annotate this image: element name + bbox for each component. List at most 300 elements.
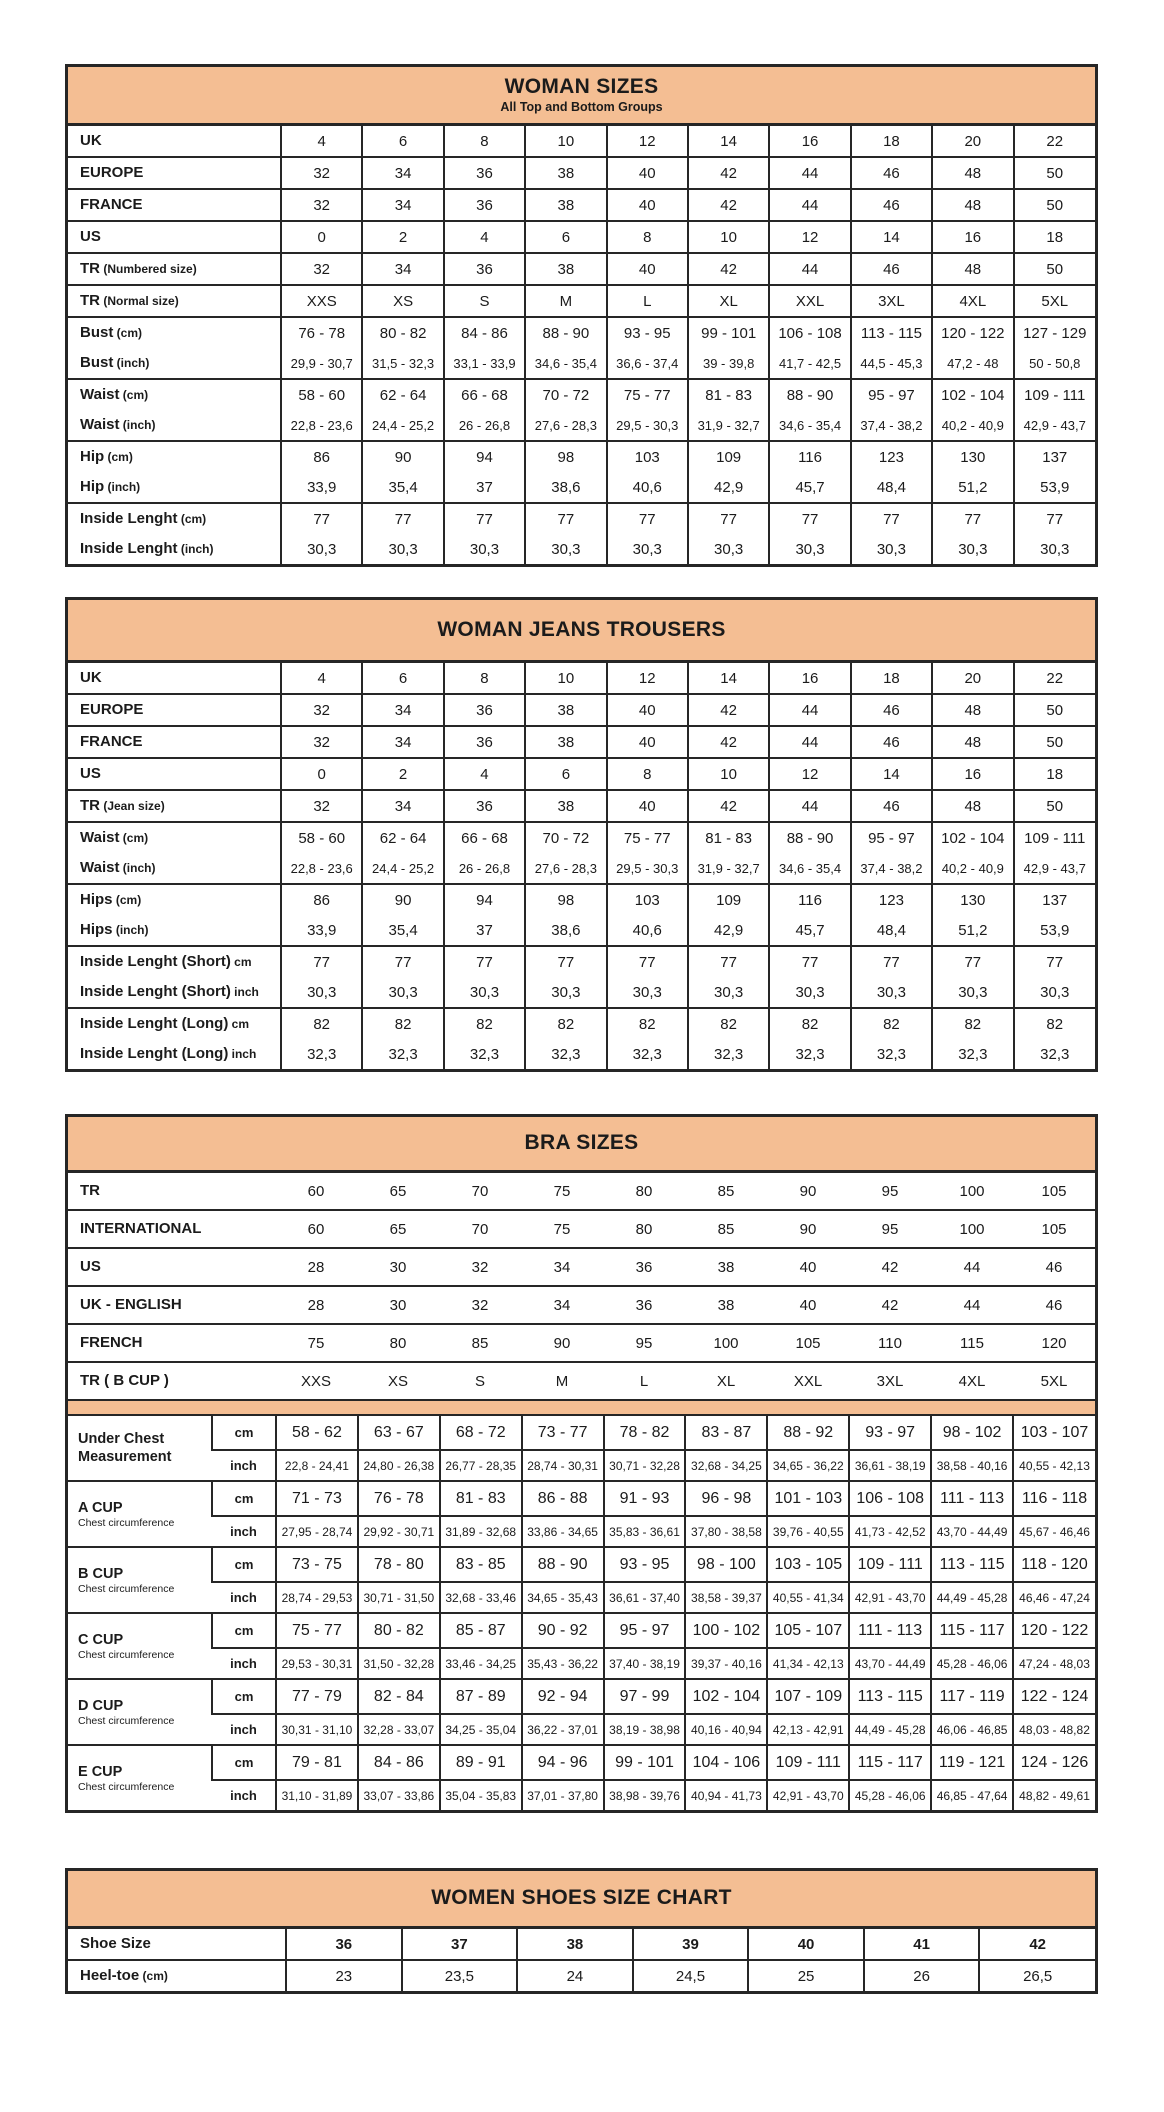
value-cell: 14 <box>851 221 932 253</box>
value-cell: 48 <box>932 694 1013 726</box>
value-cell: 47,24 - 48,03 <box>1013 1648 1095 1679</box>
value-cell: 40,94 - 41,73 <box>685 1780 767 1810</box>
row-label: UK <box>80 669 102 686</box>
value-cell: 38,6 <box>525 472 606 503</box>
value-cell: 45,7 <box>769 915 850 946</box>
value-cell: 6 <box>525 758 606 790</box>
value-cell: 42,91 - 43,70 <box>849 1582 931 1613</box>
value-cell: 62 - 64 <box>362 822 443 853</box>
value-cell: 84 - 86 <box>444 317 525 348</box>
table-row <box>68 410 1095 441</box>
value-cell: 115 - 117 <box>849 1745 931 1780</box>
value-cell: 34 <box>362 157 443 189</box>
value-cell: 77 <box>444 503 525 534</box>
value-cell: 12 <box>769 758 850 790</box>
table-row <box>68 1929 1095 1960</box>
table-row <box>68 1613 1095 1648</box>
value-cell: 36,22 - 37,01 <box>522 1714 604 1745</box>
value-cell: 50 <box>1014 726 1095 758</box>
value-cell: 77 <box>525 503 606 534</box>
value-cell: 77 <box>525 946 606 977</box>
value-cell: 82 <box>362 1008 443 1039</box>
value-cell: 88 - 92 <box>767 1416 849 1450</box>
value-cell: 5XL <box>1013 1362 1095 1399</box>
value-cell: 66 - 68 <box>444 822 525 853</box>
value-cell: 97 - 99 <box>604 1679 686 1714</box>
value-cell: 37 <box>402 1929 518 1960</box>
row-label: TR <box>80 1182 100 1199</box>
value-cell: 77 <box>932 946 1013 977</box>
value-cell: 32,3 <box>444 1039 525 1069</box>
value-cell: 110 <box>849 1324 931 1362</box>
value-cell: 103 <box>607 441 688 472</box>
table-row <box>68 1780 1095 1810</box>
value-cell: 35,4 <box>362 915 443 946</box>
value-cell: 28,74 - 29,53 <box>276 1582 358 1613</box>
value-cell: 42,13 - 42,91 <box>767 1714 849 1745</box>
value-cell: 93 - 95 <box>604 1547 686 1582</box>
value-cell: 10 <box>688 758 769 790</box>
value-cell: 8 <box>444 126 525 157</box>
value-cell: 22,8 - 23,6 <box>281 410 362 441</box>
table-row <box>68 663 1095 694</box>
value-cell: 77 <box>362 503 443 534</box>
value-cell: 53,9 <box>1014 915 1095 946</box>
value-cell: 46 <box>851 726 932 758</box>
value-cell: 20 <box>932 126 1013 157</box>
value-cell: 77 <box>281 946 362 977</box>
value-cell: 34 <box>521 1248 603 1286</box>
value-cell: 82 <box>851 1008 932 1039</box>
value-cell: 50 <box>1014 157 1095 189</box>
value-cell: 68 - 72 <box>440 1416 522 1450</box>
value-cell: 75 - 77 <box>276 1613 358 1648</box>
table-row <box>68 1173 1095 1210</box>
value-cell: 30,3 <box>525 977 606 1008</box>
value-cell: 83 - 87 <box>685 1416 767 1450</box>
table-row <box>68 1248 1095 1286</box>
value-cell: 34 <box>521 1286 603 1324</box>
value-cell: 113 - 115 <box>851 317 932 348</box>
value-cell: 90 <box>799 1182 817 1200</box>
value-cell: 41 <box>864 1929 980 1960</box>
value-cell: 32,3 <box>362 1039 443 1069</box>
value-cell: 44 <box>931 1248 1013 1286</box>
table-row <box>68 1745 1095 1780</box>
value-cell: 36,61 - 37,40 <box>604 1582 686 1613</box>
value-cell: 42,9 <box>688 915 769 946</box>
value-cell: 22 <box>1014 663 1095 694</box>
value-cell: 36 <box>603 1286 685 1324</box>
row-label: Inside Lenght (Short) cm <box>68 946 281 977</box>
value-cell: 73 - 75 <box>276 1547 358 1582</box>
value-cell: 33,9 <box>281 915 362 946</box>
value-cell: 34 <box>362 726 443 758</box>
unit-label: inch <box>212 1450 276 1481</box>
value-cell: 32,3 <box>851 1039 932 1069</box>
table-row <box>68 157 1095 189</box>
unit-label: cm <box>212 1679 276 1714</box>
value-cell: 113 - 115 <box>849 1679 931 1714</box>
value-cell: 30,3 <box>607 977 688 1008</box>
value-cell: 85 - 87 <box>440 1613 522 1648</box>
value-cell: 70 - 72 <box>525 822 606 853</box>
table-row <box>68 1362 1095 1399</box>
value-cell: 77 <box>769 503 850 534</box>
value-cell: 34 <box>362 253 443 285</box>
value-cell: 90 <box>767 1210 849 1248</box>
unit-label: cm <box>212 1481 276 1516</box>
value-cell: 50 <box>1014 253 1095 285</box>
value-cell: 38,6 <box>525 915 606 946</box>
table-row <box>68 1416 1095 1450</box>
value-cell: 48,82 - 49,61 <box>1013 1780 1095 1810</box>
value-cell: 95 - 97 <box>604 1613 686 1648</box>
value-cell: 26,77 - 28,35 <box>440 1450 522 1481</box>
value-cell: 31,9 - 32,7 <box>688 410 769 441</box>
value-cell: 127 - 129 <box>1014 317 1095 348</box>
value-cell: 39 - 39,8 <box>688 348 769 379</box>
value-cell: 34 <box>362 790 443 822</box>
value-cell: 70 <box>439 1210 521 1248</box>
value-cell: 82 <box>281 1008 362 1039</box>
table-row <box>68 189 1095 221</box>
value-cell: 82 - 84 <box>358 1679 440 1714</box>
value-cell: 77 <box>769 946 850 977</box>
value-cell: 116 <box>769 441 850 472</box>
table-row <box>68 1210 1095 1248</box>
value-cell: 102 - 104 <box>932 822 1013 853</box>
value-cell: 10 <box>688 221 769 253</box>
value-cell: 37,01 - 37,80 <box>522 1780 604 1810</box>
value-cell: 80 - 82 <box>358 1613 440 1648</box>
table-row <box>68 348 1095 379</box>
value-cell: S <box>439 1362 521 1399</box>
value-cell: 117 - 119 <box>931 1679 1013 1714</box>
value-cell: 82 <box>607 1008 688 1039</box>
value-cell: 38 <box>525 189 606 221</box>
value-cell: 105 - 107 <box>767 1613 849 1648</box>
value-cell: 31,89 - 32,68 <box>440 1516 522 1547</box>
value-cell: 80 <box>603 1210 685 1248</box>
value-cell: 89 - 91 <box>440 1745 522 1780</box>
value-cell: 30,3 <box>851 977 932 1008</box>
value-cell: 34,25 - 35,04 <box>440 1714 522 1745</box>
value-cell: 22 <box>1014 126 1095 157</box>
row-label: Waist (inch) <box>80 416 156 433</box>
value-cell: 78 - 82 <box>604 1416 686 1450</box>
value-cell: 20 <box>932 663 1013 694</box>
value-cell: 46,06 - 46,85 <box>931 1714 1013 1745</box>
value-cell: 32 <box>281 157 362 189</box>
value-cell: 60 <box>275 1210 357 1248</box>
value-cell: 31,10 - 31,89 <box>276 1780 358 1810</box>
value-cell: 29,5 - 30,3 <box>607 410 688 441</box>
value-cell: 77 <box>851 946 932 977</box>
value-cell: 34 <box>362 189 443 221</box>
value-cell: 76 - 78 <box>281 317 362 348</box>
bra-sizes-table <box>65 1114 1098 1813</box>
value-cell: 6 <box>362 126 443 157</box>
value-cell: 80 <box>357 1324 439 1362</box>
value-cell: 70 <box>471 1182 489 1200</box>
value-cell: 85 <box>685 1210 767 1248</box>
table-row <box>68 1481 1095 1516</box>
value-cell: 12 <box>607 663 688 694</box>
value-cell: 46,85 - 47,64 <box>931 1780 1013 1810</box>
value-cell: 46 <box>851 189 932 221</box>
value-cell: 32,3 <box>1014 1039 1095 1069</box>
value-cell: 77 <box>362 946 443 977</box>
value-cell: 83 - 85 <box>440 1547 522 1582</box>
value-cell: 34 <box>362 694 443 726</box>
table-row <box>68 822 1095 853</box>
value-cell: 111 - 113 <box>931 1481 1013 1516</box>
jeans-trousers-table <box>65 597 1098 1072</box>
value-cell: 40,6 <box>607 472 688 503</box>
value-cell: 109 - 111 <box>767 1745 849 1780</box>
value-cell: 48,03 - 48,82 <box>1013 1714 1095 1745</box>
woman-sizes-title: WOMAN SIZES <box>504 75 659 99</box>
value-cell: 29,92 - 30,71 <box>358 1516 440 1547</box>
value-cell: 48 <box>932 726 1013 758</box>
row-label: Waist (cm) <box>68 379 281 410</box>
value-cell: 37,80 - 38,58 <box>685 1516 767 1547</box>
value-cell: 100 <box>959 1182 985 1200</box>
value-cell: 44 <box>769 790 850 822</box>
value-cell: 32,3 <box>281 1039 362 1069</box>
value-cell: 4 <box>281 663 362 694</box>
value-cell: 2 <box>362 221 443 253</box>
value-cell: 41,7 - 42,5 <box>769 348 850 379</box>
value-cell: 14 <box>688 663 769 694</box>
table-row <box>68 694 1095 726</box>
value-cell: 32,3 <box>525 1039 606 1069</box>
value-cell: 36 <box>444 157 525 189</box>
table-row <box>68 853 1095 884</box>
row-label: Inside Lenght (cm) <box>68 503 281 534</box>
value-cell: 41,34 - 42,13 <box>767 1648 849 1679</box>
value-cell: 18 <box>851 126 932 157</box>
value-cell: 35,43 - 36,22 <box>522 1648 604 1679</box>
value-cell: 137 <box>1014 441 1095 472</box>
value-cell: 30,3 <box>607 534 688 564</box>
value-cell: 23,5 <box>402 1960 518 1991</box>
value-cell: 39 <box>633 1929 749 1960</box>
value-cell: 36,6 - 37,4 <box>607 348 688 379</box>
value-cell: 95 <box>603 1324 685 1362</box>
value-cell: 34,6 - 35,4 <box>525 348 606 379</box>
value-cell: 37,4 - 38,2 <box>851 410 932 441</box>
row-label: Waist (inch) <box>80 859 156 876</box>
table-row <box>68 1450 1095 1481</box>
value-cell: 3XL <box>851 285 932 317</box>
unit-label: cm <box>212 1547 276 1582</box>
value-cell: 98 <box>525 884 606 915</box>
value-cell: 32 <box>281 253 362 285</box>
value-cell: 86 <box>281 441 362 472</box>
value-cell: 37,4 - 38,2 <box>851 853 932 884</box>
value-cell: 34,65 - 35,43 <box>522 1582 604 1613</box>
value-cell: 42 <box>849 1286 931 1324</box>
value-cell: 30,71 - 32,28 <box>604 1450 686 1481</box>
value-cell: 105 <box>767 1324 849 1362</box>
value-cell: 35,4 <box>362 472 443 503</box>
value-cell: 30,3 <box>362 977 443 1008</box>
value-cell: 32 <box>281 189 362 221</box>
value-cell: 44 <box>769 253 850 285</box>
value-cell: 30,3 <box>688 534 769 564</box>
woman-sizes-subtitle: All Top and Bottom Groups <box>500 99 663 114</box>
value-cell: 34,6 - 35,4 <box>769 853 850 884</box>
value-cell: 30,3 <box>769 534 850 564</box>
value-cell: 94 <box>444 441 525 472</box>
size-chart-page <box>65 64 1098 1994</box>
value-cell: 45,28 - 46,06 <box>931 1648 1013 1679</box>
value-cell: 88 - 90 <box>522 1547 604 1582</box>
value-cell: 46 <box>851 157 932 189</box>
value-cell: 65 <box>357 1210 439 1248</box>
value-cell: 40 <box>607 726 688 758</box>
value-cell: 88 - 90 <box>769 822 850 853</box>
value-cell: 31,50 - 32,28 <box>358 1648 440 1679</box>
value-cell: 118 - 120 <box>1013 1547 1095 1582</box>
row-label: Inside Lenght (inch) <box>80 540 214 557</box>
value-cell: 30 <box>357 1286 439 1324</box>
value-cell: 36 <box>444 189 525 221</box>
row-label: TR (Numbered size) <box>68 253 281 285</box>
value-cell: 77 <box>281 503 362 534</box>
unit-label: inch <box>212 1714 276 1745</box>
value-cell: M <box>525 285 606 317</box>
value-cell: XXS <box>275 1362 357 1399</box>
value-cell: 111 - 113 <box>849 1613 931 1648</box>
value-cell: 100 <box>931 1210 1013 1248</box>
value-cell: 44,49 - 45,28 <box>849 1714 931 1745</box>
value-cell: 88 - 90 <box>769 379 850 410</box>
value-cell: 32 <box>281 726 362 758</box>
value-cell: XXL <box>767 1362 849 1399</box>
table-row <box>68 1286 1095 1324</box>
value-cell: 98 - 100 <box>685 1547 767 1582</box>
woman-sizes-grid <box>68 126 1095 564</box>
jeans-trousers-header <box>68 600 1095 663</box>
table-row <box>68 221 1095 253</box>
value-cell: 22,8 - 24,41 <box>276 1450 358 1481</box>
value-cell: 46 <box>851 253 932 285</box>
row-label: Hip (inch) <box>80 478 141 495</box>
value-cell: 33,46 - 34,25 <box>440 1648 522 1679</box>
value-cell: XXS <box>281 285 362 317</box>
value-cell: L <box>607 285 688 317</box>
value-cell: 8 <box>444 663 525 694</box>
row-label: Bust (cm) <box>68 317 281 348</box>
value-cell: 44,49 - 45,28 <box>931 1582 1013 1613</box>
value-cell: 82 <box>932 1008 1013 1039</box>
row-label: Hips (cm) <box>68 884 281 915</box>
value-cell: 58 - 60 <box>281 379 362 410</box>
row-label: Waist (cm) <box>68 822 281 853</box>
table-row <box>68 790 1095 822</box>
bra-sizes-header <box>68 1117 1095 1173</box>
value-cell: 99 - 101 <box>604 1745 686 1780</box>
value-cell: 24 <box>517 1960 633 1991</box>
value-cell: 40,2 - 40,9 <box>932 410 1013 441</box>
value-cell: 82 <box>444 1008 525 1039</box>
value-cell: 77 <box>932 503 1013 534</box>
value-cell: 23 <box>286 1960 402 1991</box>
value-cell: 42,91 - 43,70 <box>767 1780 849 1810</box>
value-cell: 18 <box>851 663 932 694</box>
value-cell: 123 <box>851 441 932 472</box>
value-cell: 39,76 - 40,55 <box>767 1516 849 1547</box>
value-cell: 38 <box>525 726 606 758</box>
table-row <box>68 253 1095 285</box>
value-cell: 82 <box>688 1008 769 1039</box>
value-cell: 40,2 - 40,9 <box>932 853 1013 884</box>
value-cell: 35,04 - 35,83 <box>440 1780 522 1810</box>
value-cell: 27,95 - 28,74 <box>276 1516 358 1547</box>
value-cell: 40 <box>607 157 688 189</box>
value-cell: 12 <box>769 221 850 253</box>
value-cell: 3XL <box>849 1362 931 1399</box>
value-cell: 32,3 <box>607 1039 688 1069</box>
value-cell: 6 <box>525 221 606 253</box>
table-row <box>68 503 1095 534</box>
value-cell: 92 - 94 <box>522 1679 604 1714</box>
row-label: Inside Lenght (Long) cm <box>68 1008 281 1039</box>
value-cell: 37 <box>444 472 525 503</box>
value-cell: 32 <box>439 1286 521 1324</box>
value-cell: 109 <box>688 884 769 915</box>
value-cell: 115 <box>931 1324 1013 1362</box>
value-cell: 103 - 105 <box>767 1547 849 1582</box>
value-cell: 105 <box>1041 1182 1067 1200</box>
value-cell: 76 - 78 <box>358 1481 440 1516</box>
value-cell: 50 <box>1014 694 1095 726</box>
value-cell: 102 - 104 <box>932 379 1013 410</box>
value-cell: M <box>521 1362 603 1399</box>
value-cell: 32 <box>439 1248 521 1286</box>
value-cell: 90 <box>521 1324 603 1362</box>
value-cell: 82 <box>769 1008 850 1039</box>
value-cell: 36 <box>444 253 525 285</box>
value-cell: 75 <box>521 1210 603 1248</box>
value-cell: XL <box>685 1362 767 1399</box>
value-cell: 51,2 <box>932 472 1013 503</box>
value-cell: 14 <box>851 758 932 790</box>
value-cell: 4 <box>444 758 525 790</box>
value-cell: 30,3 <box>932 534 1013 564</box>
row-label: TR (Normal size) <box>68 285 281 317</box>
value-cell: 77 <box>688 946 769 977</box>
value-cell: 42 <box>688 253 769 285</box>
value-cell: 37,40 - 38,19 <box>604 1648 686 1679</box>
value-cell: 82 <box>525 1008 606 1039</box>
value-cell: 10 <box>525 663 606 694</box>
value-cell: 77 <box>851 503 932 534</box>
value-cell: 94 <box>444 884 525 915</box>
value-cell: 30,3 <box>281 534 362 564</box>
value-cell: 26 - 26,8 <box>444 410 525 441</box>
value-cell: 77 <box>607 946 688 977</box>
value-cell: 26 <box>864 1960 980 1991</box>
value-cell: 16 <box>769 663 850 694</box>
value-cell: 6 <box>362 663 443 694</box>
value-cell: 36 <box>444 726 525 758</box>
value-cell: 30,31 - 31,10 <box>276 1714 358 1745</box>
woman-sizes-table <box>65 64 1098 567</box>
